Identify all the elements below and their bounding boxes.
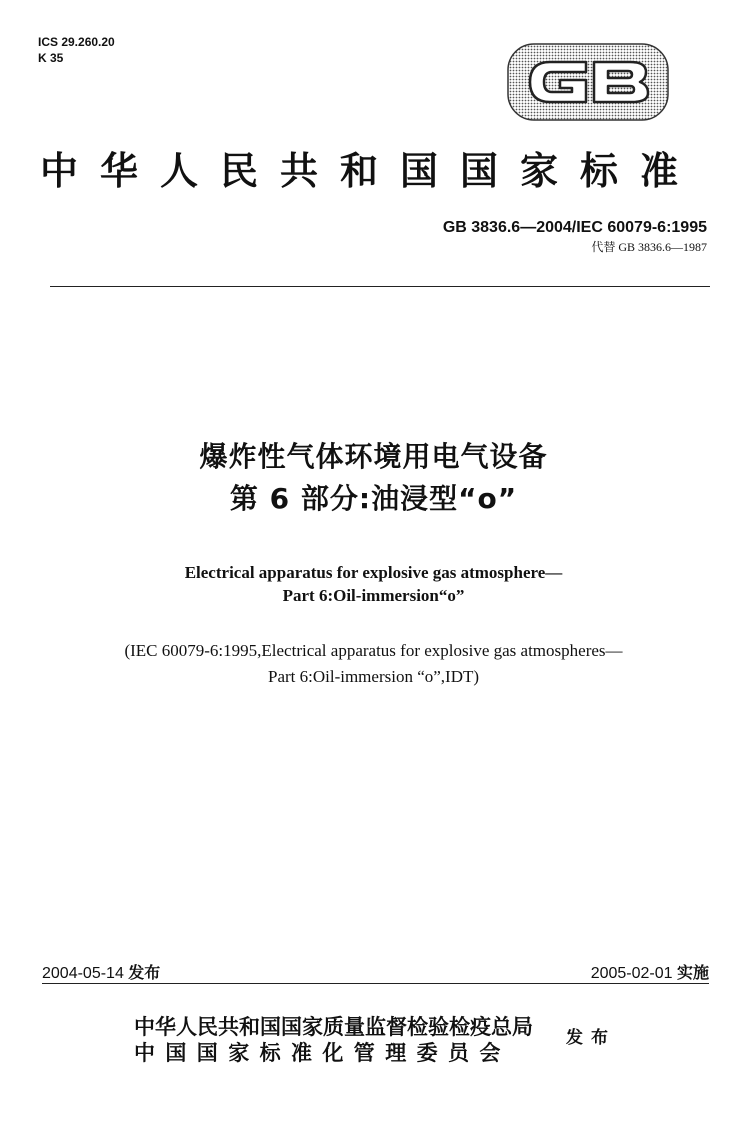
standard-number: GB 3836.6—2004/IEC 60079-6:1995 bbox=[442, 219, 707, 236]
footer-divider bbox=[42, 983, 709, 984]
replaces-standard: 代替 GB 3836.6—1987 bbox=[591, 240, 707, 254]
gb-logo bbox=[506, 42, 670, 122]
ics-code: ICS 29.260.20 bbox=[38, 35, 115, 49]
publish-date bbox=[42, 962, 160, 985]
implement-date bbox=[591, 962, 709, 985]
issue-verb: 发布 bbox=[566, 1028, 616, 1048]
national-standard-title: 中华人民共和国国家标准 bbox=[40, 149, 701, 193]
header-divider bbox=[50, 286, 710, 287]
iec-reference-line-1: (IEC 60079-6:1995,Electrical apparatus for explosive gas atmospheres— bbox=[124, 641, 623, 660]
issuer-line-2: 中国国家标准化管理委员会 bbox=[134, 1041, 511, 1065]
implement-date-value: 2005-02-01 bbox=[590, 965, 673, 982]
implement-date-label: 实施 bbox=[676, 963, 709, 982]
classification-codes bbox=[38, 34, 115, 66]
publish-date-label: 发布 bbox=[128, 963, 161, 982]
ccs-code: K 35 bbox=[38, 51, 64, 65]
iec-reference-line-2: Part 6:Oil-immersion “o”,IDT) bbox=[267, 667, 480, 686]
issuer-line-1: 中华人民共和国国家质量监督检验检疫总局 bbox=[134, 1015, 533, 1039]
chinese-title-line-2: 第 6 部分:油浸型“o” bbox=[229, 482, 518, 515]
english-title-line-1: Electrical apparatus for explosive gas atmosphere— bbox=[184, 563, 563, 582]
chinese-title-line-1: 爆炸性气体环境用电气设备 bbox=[199, 440, 548, 473]
publish-date-value: 2004-05-14 bbox=[42, 965, 124, 982]
english-title-line-2: Part 6:Oil-immersion“o” bbox=[282, 586, 465, 605]
